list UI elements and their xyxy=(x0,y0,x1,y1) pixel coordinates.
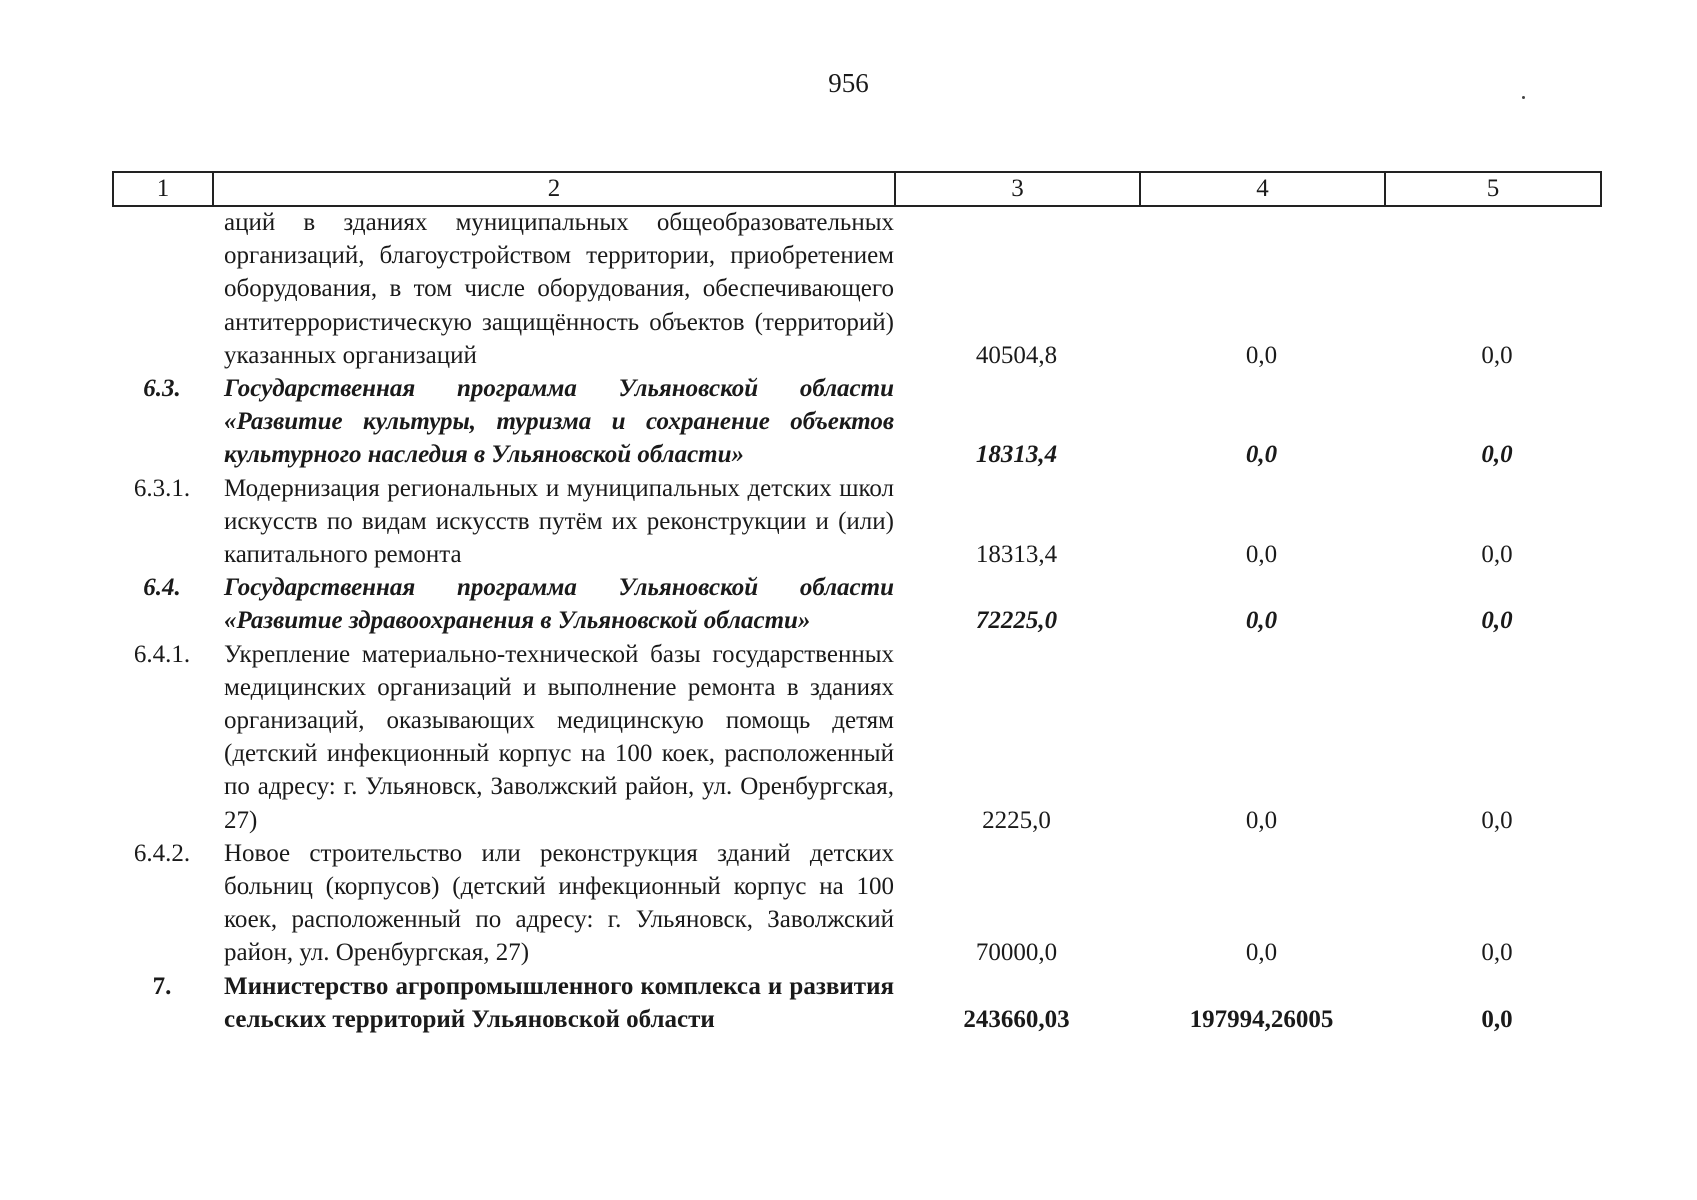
row-value-col3: 18313,4 xyxy=(975,441,1058,469)
table-body xyxy=(112,206,1598,1036)
table-row xyxy=(112,472,1598,572)
row-value-col4: 0,0 xyxy=(1245,441,1278,469)
row-value-col5: 0,0 xyxy=(1481,541,1513,569)
table-row xyxy=(112,372,1598,472)
row-number: 6.3.1. xyxy=(133,474,191,502)
row-description: Новое строительство или реконструкция зданий детских больниц (корпусов) (детский инфекционный корпус на 100 коек, расположенный по адресу: г. Ульяновск, Заволжский район, ул. Оренбургская, 27) xyxy=(224,839,894,967)
row-number: 6.3. xyxy=(143,375,181,403)
table-row xyxy=(112,970,1598,1036)
row-value-col4: 0,0 xyxy=(1245,939,1278,967)
row-value-col5: 0,0 xyxy=(1481,441,1513,469)
row-value-col3: 72225,0 xyxy=(975,607,1058,635)
table-row xyxy=(112,206,1598,372)
row-description: Модернизация региональных и муниципальных детских школ искусств по видам искусств путём их реконструкции и (или) капитального ремонта xyxy=(224,474,894,569)
row-value-col3: 40504,8 xyxy=(975,341,1058,369)
row-description: Государственная программа Ульяновской области «Развитие культуры, туризма и сохранение объектов культурного наследия в Ульяновской области» xyxy=(224,375,894,469)
page-number: 956 xyxy=(828,68,869,98)
column-header-5: 5 xyxy=(1385,172,1601,206)
column-header-table xyxy=(112,171,1602,207)
row-value-col4: 197994,26005 xyxy=(1189,1005,1334,1033)
row-number: 7. xyxy=(152,972,172,1000)
row-value-col4: 0,0 xyxy=(1245,341,1278,369)
row-value-col5: 0,0 xyxy=(1481,341,1513,369)
table-row xyxy=(112,638,1598,837)
column-header-row xyxy=(113,172,1601,206)
row-value-col5: 0,0 xyxy=(1481,1005,1513,1033)
row-value-col5: 0,0 xyxy=(1481,806,1513,834)
row-value-col5: 0,0 xyxy=(1481,607,1513,635)
row-description: Укрепление материально-технической базы государственных медицинских организаций и выполнение ремонта в зданиях организаций, оказывающих медицинскую помощь детям (детский инфекционный корпус на 100 коек, расположенный по адресу: г. Ульяновск, Заволжский район, ул. Оренбургская, 27) xyxy=(224,640,894,834)
table-row xyxy=(112,571,1598,637)
row-number: 6.4. xyxy=(143,574,181,602)
row-value-col4: 0,0 xyxy=(1245,806,1278,834)
table-row xyxy=(112,837,1598,970)
column-header-2: 2 xyxy=(213,172,895,206)
row-value-col4: 0,0 xyxy=(1245,607,1278,635)
row-value-col3: 18313,4 xyxy=(975,541,1058,569)
scan-dot-mark xyxy=(1522,96,1525,99)
column-header-1: 1 xyxy=(113,172,213,206)
row-value-col3: 2225,0 xyxy=(982,806,1051,834)
row-value-col4: 0,0 xyxy=(1245,541,1278,569)
row-description: Государственная программа Ульяновской области «Развитие здравоохранения в Ульяновской области» xyxy=(224,574,894,635)
row-description: аций в зданиях муниципальных общеобразовательных организаций, благоустройством территории, приобретением оборудования, в том числе оборудования, обеспечивающего антитеррористическую защищённость объектов (территорий) указанных организаций xyxy=(224,209,894,369)
row-value-col5: 0,0 xyxy=(1481,939,1513,967)
row-value-col3: 243660,03 xyxy=(963,1005,1070,1033)
column-header-3: 3 xyxy=(895,172,1140,206)
column-header-4: 4 xyxy=(1140,172,1385,206)
row-description: Министерство агропромышленного комплекса и развития сельских территорий Ульяновской области xyxy=(224,972,894,1033)
row-number: 6.4.1. xyxy=(133,640,191,668)
row-number: 6.4.2. xyxy=(133,839,191,867)
row-value-col3: 70000,0 xyxy=(975,939,1058,967)
